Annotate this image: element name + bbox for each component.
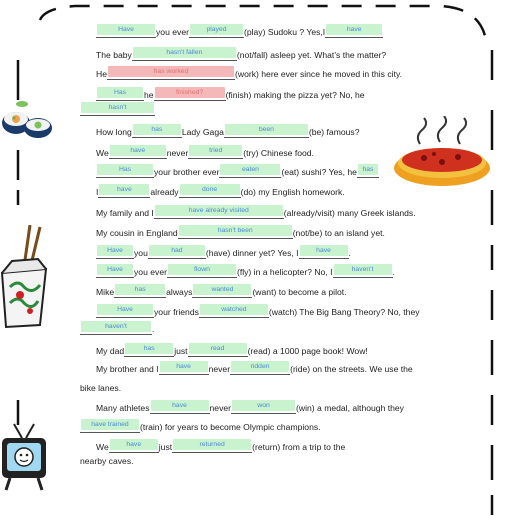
sentence-text: (work) here ever since he moved in this city. — [235, 69, 403, 79]
sentence-text: He — [96, 69, 107, 79]
sentence-text: never — [208, 364, 231, 374]
correct-answer-field[interactable]: haven't — [81, 321, 151, 332]
answer-blank[interactable] — [219, 167, 281, 178]
sentence-text: (fly) in a helicopter? No, I — [236, 267, 333, 277]
sentence-text: just — [158, 442, 173, 452]
correct-answer-field[interactable]: haven't — [334, 264, 392, 275]
exercise-line — [0, 182, 520, 202]
sentence-text: We — [96, 148, 109, 158]
sentence-text: (eat) sushi? Yes, he — [281, 167, 357, 177]
exercise-line — [0, 282, 520, 302]
sentence-text: The baby — [96, 50, 132, 60]
correct-answer-field[interactable]: played — [190, 24, 243, 35]
correct-answer-field[interactable]: have — [326, 24, 382, 35]
exercise-line — [0, 451, 520, 471]
sentence-text: never — [209, 403, 232, 413]
answer-blank[interactable] — [179, 187, 241, 198]
wrong-answer-field[interactable]: finished? — [155, 87, 225, 98]
answer-blank[interactable] — [154, 208, 284, 219]
correct-answer-field[interactable]: Has — [97, 164, 153, 175]
sentence-text: (not/fall) asleep yet. What’s the matter? — [236, 50, 387, 60]
sentence-text: just — [174, 346, 188, 356]
answer-blank[interactable] — [231, 403, 296, 414]
correct-answer-field[interactable]: have — [300, 245, 348, 256]
correct-answer-field[interactable]: have — [110, 439, 158, 450]
answer-blank[interactable] — [150, 403, 210, 414]
sentence-text: (watch) The Big Bang Theory? No, they — [268, 307, 420, 317]
sentence-text: (win) a medal, although they — [296, 403, 404, 413]
answer-blank[interactable] — [96, 248, 134, 259]
answer-blank[interactable] — [189, 27, 244, 38]
correct-answer-field[interactable]: Has — [97, 87, 143, 98]
sentence-text: he — [144, 90, 154, 100]
exercise-line — [0, 22, 520, 42]
correct-answer-field[interactable]: done — [180, 184, 240, 195]
exercise-line — [0, 319, 520, 339]
correct-answer-field[interactable]: had — [149, 245, 205, 256]
exercise-line — [0, 359, 520, 379]
correct-answer-field[interactable]: have — [151, 400, 209, 411]
sentence-text: (do) my English homework. — [240, 187, 345, 197]
answer-blank[interactable] — [357, 167, 379, 178]
answer-blank[interactable] — [132, 127, 182, 138]
exercise-line — [0, 64, 520, 84]
correct-answer-field[interactable]: hasn't been — [179, 225, 292, 236]
answer-blank[interactable] — [109, 148, 167, 159]
answer-blank[interactable] — [325, 27, 383, 38]
sentence-text: My family and I — [96, 208, 154, 218]
correct-answer-field[interactable]: have already visited — [155, 205, 283, 216]
correct-answer-field[interactable]: Have — [97, 264, 133, 275]
correct-answer-field[interactable]: hasn't — [81, 102, 154, 113]
sentence-text: always — [166, 287, 193, 297]
correct-answer-field[interactable]: Have — [97, 24, 155, 35]
sentence-text: I — [96, 187, 99, 197]
answer-blank[interactable] — [333, 267, 393, 278]
answer-blank[interactable] — [188, 346, 248, 357]
answer-blank[interactable] — [114, 287, 166, 298]
answer-blank[interactable] — [107, 69, 235, 80]
sentence-text: Mike — [96, 287, 115, 297]
exercise-line — [0, 223, 520, 243]
answer-blank[interactable] — [96, 27, 156, 38]
answer-blank[interactable] — [159, 364, 209, 375]
sentence-text: bike lanes. — [80, 383, 122, 393]
sentence-text: never — [166, 148, 189, 158]
sentence-text: . — [152, 324, 155, 334]
correct-answer-field[interactable]: have — [160, 361, 208, 372]
correct-answer-field[interactable]: hasn't fallen — [133, 47, 236, 58]
sentence-text: (play) Sudoku ? Yes,I — [243, 27, 326, 37]
answer-blank[interactable] — [80, 422, 140, 433]
answer-blank[interactable] — [148, 248, 206, 259]
answer-blank[interactable] — [230, 364, 290, 375]
answer-blank[interactable] — [178, 228, 293, 239]
sentence-text: (read) a 1000 page book! Wow! — [247, 346, 368, 356]
sentence-text: you ever — [134, 267, 167, 277]
exercise-line — [0, 398, 520, 418]
correct-answer-field[interactable]: read — [189, 343, 247, 354]
sentence-text: (finish) making the pizza yet? No, he — [225, 90, 365, 100]
sentence-text: (try) Chinese food. — [243, 148, 314, 158]
answer-blank[interactable] — [80, 324, 152, 335]
exercise-line — [0, 341, 520, 361]
sentence-text: your friends — [154, 307, 199, 317]
sentence-text: My dad — [96, 346, 125, 356]
answer-blank[interactable] — [96, 307, 154, 318]
sentence-text: (be) famous? — [308, 127, 360, 137]
answer-blank[interactable] — [188, 148, 243, 159]
answer-blank[interactable] — [98, 187, 150, 198]
correct-answer-field[interactable]: watched — [200, 304, 268, 315]
sentence-text: How long — [96, 127, 132, 137]
exercise-line — [0, 143, 520, 163]
sentence-text: Many athletes — [96, 403, 150, 413]
sentence-text: nearby caves. — [80, 456, 134, 466]
exercise-line — [0, 243, 520, 263]
sentence-text: We — [96, 442, 109, 452]
sentence-text: already — [150, 187, 179, 197]
answer-blank[interactable] — [299, 248, 349, 259]
sentence-text: you ever — [156, 27, 189, 37]
answer-blank[interactable] — [80, 105, 155, 116]
correct-answer-field[interactable]: has — [115, 284, 165, 295]
correct-answer-field[interactable]: have — [110, 145, 166, 156]
correct-answer-field[interactable]: Have — [97, 245, 133, 256]
correct-answer-field[interactable]: has — [133, 124, 181, 135]
correct-answer-field[interactable]: flown — [168, 264, 236, 275]
sentence-text: My brother and I — [96, 364, 159, 374]
correct-answer-field[interactable]: have trained — [81, 419, 139, 430]
correct-answer-field[interactable]: been — [225, 124, 308, 135]
exercise-line — [0, 262, 520, 282]
sentence-text: . — [392, 267, 395, 277]
sentence-text: Lady Gaga — [181, 127, 224, 137]
sentence-text: My cousin in England — [96, 228, 178, 238]
exercise-line — [0, 45, 520, 65]
sentence-text: (have) dinner yet? Yes, I — [205, 248, 299, 258]
sentence-text: you — [134, 248, 148, 258]
correct-answer-field[interactable]: ridden — [231, 361, 289, 372]
sentence-text: . — [348, 248, 351, 258]
correct-answer-field[interactable]: won — [232, 400, 295, 411]
sentence-text: (already/visit) many Greek islands. — [283, 208, 416, 218]
exercise-line — [0, 378, 520, 398]
correct-answer-field[interactable]: wanted — [193, 284, 251, 295]
exercise-line — [0, 417, 520, 437]
correct-answer-field[interactable]: have — [99, 184, 149, 195]
sentence-text: your brother ever — [154, 167, 220, 177]
exercise-line — [0, 203, 520, 223]
sentence-text: (want) to become a pilot. — [252, 287, 347, 297]
sentence-text: (train) for years to become Olympic champions. — [140, 422, 321, 432]
answer-blank[interactable] — [132, 50, 237, 61]
answer-blank[interactable] — [96, 267, 134, 278]
exercise-line — [0, 122, 520, 142]
exercise-line — [0, 162, 520, 182]
exercise-line — [0, 100, 520, 120]
correct-answer-field[interactable]: eaten — [220, 164, 280, 175]
answer-blank[interactable] — [96, 167, 154, 178]
correct-answer-field[interactable]: tried — [189, 145, 242, 156]
sentence-text: (ride) on the streets. We use the — [290, 364, 413, 374]
sentence-text: (not/be) to an island yet. — [292, 228, 385, 238]
answer-blank[interactable] — [224, 127, 309, 138]
answer-blank[interactable] — [199, 307, 269, 318]
answer-blank[interactable] — [192, 287, 252, 298]
sentence-text: (return) from a trip to the — [252, 442, 346, 452]
correct-answer-field[interactable]: Have — [97, 304, 153, 315]
correct-answer-field[interactable]: returned — [173, 439, 251, 450]
wrong-answer-field[interactable]: has worked — [108, 66, 234, 77]
answer-blank[interactable] — [124, 346, 174, 357]
correct-answer-field[interactable]: has — [125, 343, 173, 354]
answer-blank[interactable] — [167, 267, 237, 278]
correct-answer-field[interactable]: has — [358, 164, 378, 175]
